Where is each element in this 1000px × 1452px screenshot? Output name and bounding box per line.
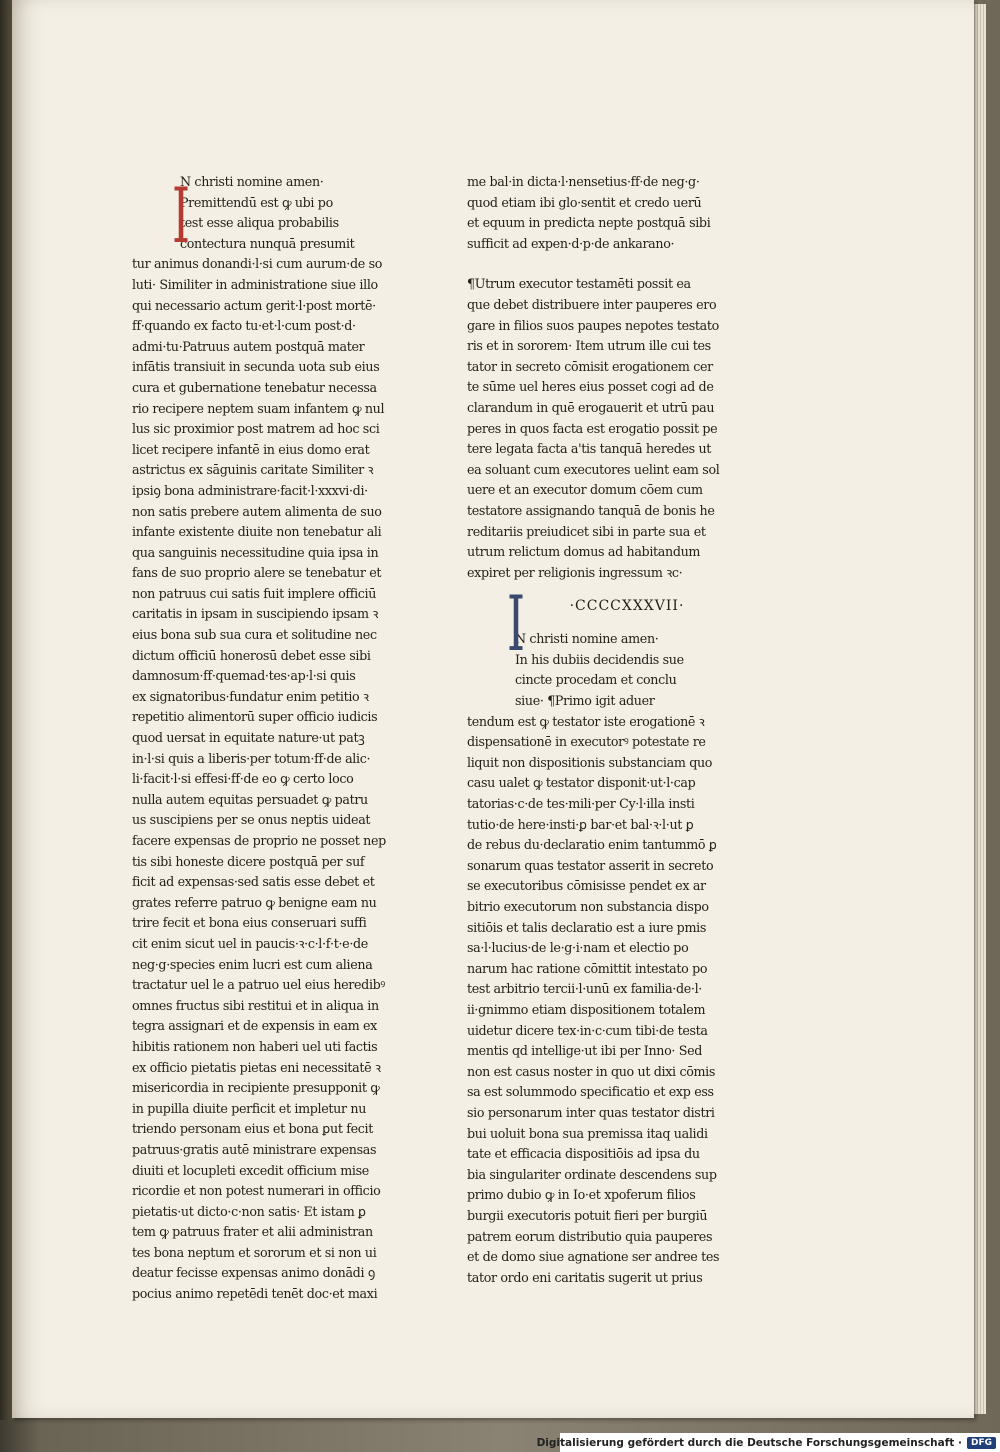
text-line: burgii executoris potuit fieri per burgiū — [467, 1207, 708, 1223]
text-line: repetitio alimentorū super officio iudicis — [132, 709, 378, 725]
text-line: expiret per religionis ingressum ꝛc· — [467, 564, 683, 580]
text-line: infante existente diuite non tenebatur ali — [132, 524, 382, 540]
text-line: test arbitrio tercii·l·unū ex familia·de·l· — [467, 981, 702, 997]
text-line: luti· Similiter in administratione siue illo — [132, 276, 378, 292]
text-line: tes bona neptum et sororum et si non ui — [132, 1244, 377, 1260]
text-line: triendo personam eius et bona ꝑut fecit — [132, 1121, 373, 1137]
text-line: test esse aliqua probabilis — [180, 215, 339, 231]
text-line: us suscipiens per se onus neptis uideat — [132, 812, 371, 828]
text-line: cincte procedam et conclu — [515, 672, 677, 688]
left-column — [132, 172, 402, 1305]
text-line: utrum relictum domus ad habitandum — [467, 544, 701, 560]
text-line: hibitis rationem non haberi uel uti factis — [132, 1038, 378, 1054]
text-line: pietatis·ut dicto·c·non satis· Et istam ꝑ — [132, 1203, 366, 1219]
right-paragraph-1 — [467, 172, 727, 254]
text-line: grates referre patruo ꝙ benigne eam nu — [132, 894, 377, 910]
manuscript-page — [12, 0, 974, 1418]
text-line: sufficit ad expen·d·p·de ankarano· — [467, 235, 675, 251]
text-line: testatore assignando tanquā de bonis he — [467, 502, 715, 518]
text-line: damnosum·ff·quemad·tes·ap·l·si quis — [132, 668, 356, 684]
text-line: pocius animo repetēdi tenēt doc·et maxi — [132, 1286, 378, 1302]
text-line: omnes fructus sibi restitui et in aliqua in — [132, 997, 379, 1013]
text-line: que debet distribuere inter pauperes ero — [467, 296, 717, 312]
text-line: ff·quando ex facto tu·et·l·cum post·d· — [132, 318, 356, 334]
text-line: tator ordo eni caritatis sugerit ut prius — [467, 1269, 703, 1285]
text-line: ex signatoribus·fundatur enim petitio ꝛ — [132, 688, 369, 704]
text-line: diuiti et locupleti excedit officium mise — [132, 1162, 369, 1178]
paragraph-gap — [467, 254, 727, 274]
text-line: facere expensas de proprio ne posset nep — [132, 833, 386, 848]
text-line: ¶Utrum executor testamēti possit ea — [467, 276, 691, 292]
text-line: tendum est ꝙ testator iste erogationē ꝛ — [467, 713, 705, 729]
text-line: fans de suo proprio alere se tenebatur et — [132, 565, 382, 581]
text-line: te sūme uel heres eius posset cogi ad de — [467, 379, 714, 395]
text-line: siue· ¶Primo igit aduer — [515, 693, 655, 709]
text-line: non patruus cui satis fuit implere officiū — [132, 585, 377, 601]
text-line: tractatur uel le a patruo uel eius heredibꝰ — [132, 977, 385, 993]
text-line: neg·g·species enim lucri est cum aliena — [132, 956, 373, 972]
text-line: non est casus noster in quo ut dixi cōmis — [467, 1063, 716, 1079]
text-line: tate et efficacia dispositiōis ad ipsa du — [467, 1146, 700, 1162]
text-line: ficit ad expensas·sed satis esse debet et — [132, 874, 375, 890]
text-line: ex officio pietatis pietas eni necessitatē ꝛ — [132, 1059, 381, 1075]
text-line: ris et in sororem· Item utrum ille cui tes — [467, 338, 711, 354]
text-line: N christi nomine amen· — [180, 174, 324, 189]
text-line: et equum in predicta nepte postquā sibi — [467, 215, 711, 231]
text-line: uidetur dicere tex·in·c·cum tibi·de testa — [467, 1022, 708, 1038]
text-line: tere legata facta a'tis tanquā heredes ut — [467, 441, 712, 457]
text-line: trire fecit et bona eius conseruari suffi — [132, 915, 367, 931]
text-line: N christi nomine amen· — [515, 631, 659, 647]
text-line: eius bona sub sua cura et solitudine nec — [132, 627, 377, 643]
text-line: patruus·gratis autē ministrare expensas — [132, 1141, 377, 1157]
text-line: casu ualet ꝙ testator disponit·ut·l·cap — [467, 775, 696, 791]
text-line: infātis transiuit in secunda uota sub eius — [132, 359, 380, 375]
digitization-footer — [536, 1433, 1000, 1452]
text-line: patrem eorum distributio quia pauperes — [467, 1228, 713, 1244]
text-line: se executoribus cōmisisse pendet ex ar — [467, 878, 706, 894]
text-line: peres in quos facta est erogatio possit pe — [467, 420, 718, 436]
right-paragraph-3 — [467, 629, 727, 1288]
text-line: reditariis preiudicet sibi in parte sua et — [467, 523, 706, 539]
text-line: tegra assignari et de expensis in eam ex — [132, 1018, 377, 1034]
text-line: deatur fecisse expensas animo donādi ꝯ — [132, 1265, 375, 1281]
text-line: tator in secreto cōmisit erogationem cer — [467, 358, 713, 374]
text-line: ea soluant cum executores uelint eam sol — [467, 461, 720, 477]
text-line: cit enim sicut uel in paucis·ꝛ·c·l·f·t·e·de — [132, 935, 368, 951]
folio-heading: ·CCCCXXXVII· — [569, 598, 685, 615]
text-line: qua sanguinis necessitudine quia ipsa in — [132, 544, 379, 560]
text-line: sonarum quas testator asserit in secreto — [467, 857, 714, 873]
text-line: qui necessario actum gerit·l·post mortē· — [132, 297, 376, 313]
text-line: tutio·de here·insti·ꝑ bar·et bal·ꝛ·l·ut ꝑ — [467, 816, 694, 832]
text-line: lus sic proximior post matrem ad hoc sci — [132, 421, 380, 437]
text-line: gare in filios suos paupes nepotes testato — [467, 317, 719, 333]
text-line: admi·tu·Patruus autem postquā mater — [132, 338, 365, 354]
text-line: contectura nunquā presumit — [180, 235, 355, 251]
text-line: mentis qd intellige·ut ibi per Inno· Sed — [467, 1043, 703, 1059]
text-line: uere et an executor domum cōem cum — [467, 482, 703, 498]
text-line: dispensationē in executorꝰ potestate re — [467, 734, 706, 750]
text-line: sitiōis et talis declaratio est a iure pmis — [467, 919, 706, 935]
blue-initial-letter: I — [507, 579, 526, 668]
text-line: rio recipere neptem suam infantem ꝙ nul — [132, 400, 385, 416]
text-line: bui uoluit bona sua premissa itaq ualidi — [467, 1125, 708, 1141]
text-line: In his dubiis decidendis sue — [515, 651, 684, 667]
text-line: dictum officiū honerosū debet esse sibi — [132, 647, 371, 663]
right-column — [467, 172, 727, 1288]
text-line: quod uersat in equitate nature·ut patꝫ — [132, 730, 365, 746]
text-line: de rebus du·declaratio enim tantummō ꝑ — [467, 837, 717, 853]
text-line: quod etiam ibi glo·sentit et credo uerū — [467, 194, 702, 210]
text-line: tem ꝙ patruus frater et alii administran — [132, 1224, 373, 1240]
text-line: licet recipere infantē in eius domo erat — [132, 441, 370, 457]
text-line: sa·l·lucius·de le·g·i·nam et electio po — [467, 940, 689, 956]
dfg-logo: DFG — [967, 1437, 996, 1449]
text-line: bia singulariter ordinate descendens sup — [467, 1166, 717, 1182]
text-line: non satis prebere autem alimenta de suo — [132, 503, 382, 519]
right-paragraph-2 — [467, 274, 727, 583]
left-column-lines — [132, 172, 402, 1305]
text-line: caritatis in ipsam in suscipiendo ipsam ꝛ — [132, 606, 378, 622]
red-initial-letter: I — [172, 171, 191, 260]
footer-credit: Digitalisierung gefördert durch die Deutsche Forschungsgemeinschaft · — [536, 1436, 962, 1449]
text-line: me bal·in dicta·l·nensetius·ff·de neg·g· — [467, 174, 700, 189]
text-line: clarandum in quē erogauerit et utrū pau — [467, 399, 715, 415]
text-line: primo dubio ꝙ in Io·et xpoferum filios — [467, 1187, 696, 1203]
text-line: li·facit·l·si effesi·ff·de eo ꝙ certo loco — [132, 771, 354, 787]
text-line: Premittendū est ꝙ ubi po — [180, 194, 333, 210]
text-line: ipsiꝯ bona administrare·facit·l·xxxvi·di· — [132, 482, 368, 498]
text-line: et de domo siue agnatione ser andree tes — [467, 1249, 720, 1265]
text-line: astrictus ex sāguinis caritate Similiter ꝛ — [132, 462, 374, 478]
text-line: sa est solummodo specificatio et exp ess — [467, 1084, 714, 1100]
text-line: sio personarum inter quas testator distri — [467, 1104, 715, 1120]
text-line: tatorias·c·de tes·mili·per Cy·l·illa insti — [467, 796, 695, 812]
text-line: bitrio executorum non substancia dispo — [467, 899, 709, 914]
text-line: tis sibi honeste dicere postquā per suf — [132, 853, 365, 869]
text-line: in·l·si quis a liberis·per totum·ff·de alic· — [132, 750, 371, 766]
text-line: liquit non dispositionis substanciam quo — [467, 754, 713, 770]
text-line: in pupilla diuite perficit et impletur nu — [132, 1100, 367, 1116]
text-line: cura et gubernatione tenebatur necessa — [132, 379, 377, 395]
text-line: ricordie et non potest numerari in officio — [132, 1183, 381, 1199]
text-line: tur animus donandi·l·si cum aurum·de so — [132, 256, 383, 272]
text-line: nulla autem equitas persuadet ꝙ patru — [132, 791, 368, 807]
text-line: misericordia in recipiente presupponit ꝙ — [132, 1080, 380, 1096]
text-line: narum hac ratione cōmittit intestato po — [467, 960, 708, 976]
text-line: ii·gnimmo etiam dispositionem totalem — [467, 1001, 706, 1017]
